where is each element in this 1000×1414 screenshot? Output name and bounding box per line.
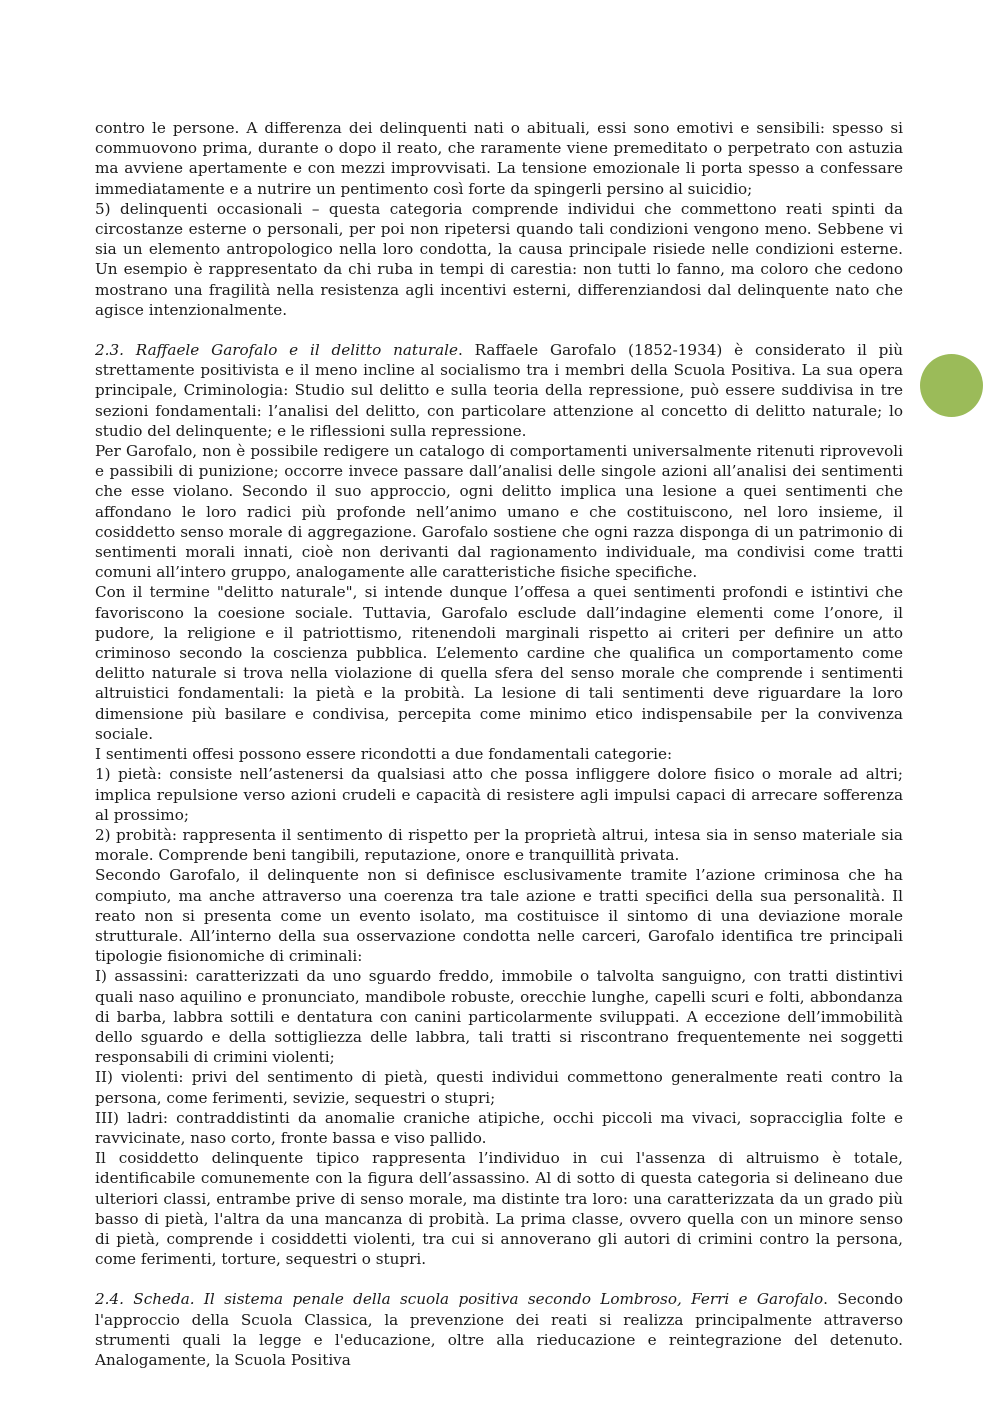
section-heading: 2.4. Scheda. Il sistema penale della scuola positiva secondo Lombroso, Ferri e Garofalo <box>95 1290 824 1309</box>
paragraph: contro le persone. A differenza dei delinquenti nati o abituali, essi sono emotivi e sensibili: spesso si commuovono prima, durante o dopo il reato, che raramente viene premeditato o perpetrato con astuzia ma avviene apertamente e con mezzi improvvisati. La tensione emozionale li porta spesso a confessare immediatamente e a nutrire un pentimento così forte da spingerli persino al suicidio; <box>95 119 903 198</box>
paragraph: 5) delinquenti occasionali – questa categoria comprende individui che commettono reati spinti da circostanze esterne o personali, per poi non ripetersi quando tali condizioni vengono meno. Sebbene vi sia un elemento antropologico nella loro condotta, la causa principale risiede nelle condizioni esterne. Un esempio è rappresentato da chi ruba in tempi di carestia: non tutti lo fanno, ma coloro che cedono mostrano una fragilità nella resistenza agli incentivi esterni, differenziandosi dal delinquente nato che agisce intenzionalmente. <box>95 199 903 319</box>
list-item: III) ladri: contraddistinti da anomalie craniche atipiche, occhi piccoli ma vivaci, sopracciglia folte e ravvicinate, naso corto, fronte bassa e viso pallido. <box>95 1108 903 1147</box>
list-item: 1) pietà: consiste nell’astenersi da qualsiasi atto che possa infliggere dolore fisico o morale ad altri; implica repulsione verso azioni crudeli e capacità di resistere agli impulsi capaci di arrecare sofferenza al prossimo; <box>95 765 903 824</box>
paragraph-text: . Secondo l'approccio della Scuola Classica, la prevenzione dei reati si realizza principalmente attraverso strumenti quali la legge e l'educazione, oltre alla rieducazione e reintegrazione del detenuto. Analogamente, la Scuola Positiva <box>95 1290 903 1369</box>
list-item: I) assassini: caratterizzati da uno sguardo freddo, immobile o talvolta sanguigno, con tratti distintivi quali naso aquilino e pronunciato, mandibole robuste, orecchie lunghe, capelli scuri e folti, abbondanza di barba, labbra sottili e dentatura con canini particolarmente sviluppati. A eccezione dell’immobilità dello sguardo e della sottigliezza delle labbra, tali tratti si riscontrano frequentemente nei soggetti responsabili di crimini violenti; <box>95 967 903 1067</box>
paragraph: Per Garofalo, non è possibile redigere un catalogo di comportamenti universalmente ritenuti riprovevoli e passibili di punizione; occorre invece passare dall’analisi delle singole azioni all’analisi dei sentimenti che esse violano. Secondo il suo approccio, ogni delitto implica una lesione a quei sentimenti che affondano le loro radici più profonde nell’animo umano e che costituiscono, nel loro insieme, il cosiddetto senso morale di aggregazione. Garofalo sostiene che ogni razza disponga di un patrimonio di sentimenti morali innati, cioè non derivanti dal ragionamento individuale, ma condivisi come tratti comuni all’intero gruppo, analogamente alle caratteristiche fisiche specifiche. <box>95 442 903 582</box>
paragraph: Con il termine "delitto naturale", si intende dunque l’offesa a quei sentimenti profondi e istintivi che favoriscono la coesione sociale. Tuttavia, Garofalo esclude dall’indagine elementi come l’onore, il pudore, la religione e il patriottismo, ritenendoli marginali rispetto ai criteri per definire un atto criminoso secondo la coscienza pubblica. L’elemento cardine che qualifica un comportamento come delitto naturale si trova nella violazione di quella sfera del senso morale che comprende i sentimenti altruistici fondamentali: la pietà e la probità. La lesione di tali sentimenti deve riguardare la loro dimensione più basilare e condivisa, percepita come minimo etico indispensabile per la convivenza sociale. <box>95 583 903 743</box>
paragraph-text: . Raffaele Garofalo (1852-1934) è considerato il più strettamente positivista e il meno incline al socialismo tra i membri della Scuola Positiva. La sua opera principale, Criminologia: Studio sul delitto e sulla teoria della repressione, può essere suddivisa in tre sezioni fondamentali: l’analisi del delitto, con particolare attenzione al concetto di delitto naturale; lo studio del delinquente; e le riflessioni sulla repressione. <box>95 341 903 440</box>
section-heading: 2.3. Raffaele Garofalo e il delitto naturale <box>95 341 458 360</box>
section-2-3-intro <box>95 340 903 441</box>
paragraph: Il cosiddetto delinquente tipico rappresenta l’individuo in cui l'assenza di altruismo è totale, identificabile comunemente con la figura dell’assassino. Al di sotto di questa categoria si delineano due ulteriori classi, entrambe prive di senso morale, ma distinte tra loro: una caratterizzata da un grado più basso di pietà, l'altra da una mancanza di probità. La prima classe, ovvero quella con un minore senso di pietà, comprende i cosiddetti violenti, tra cui si annoverano gli autori di crimini contro la persona, come ferimenti, torture, sequestri o stupri. <box>95 1149 903 1269</box>
paragraph: Secondo Garofalo, il delinquente non si definisce esclusivamente tramite l’azione criminosa che ha compiuto, ma anche attraverso una coerenza tra tale azione e tratti specifici della sua personalità. Il reato non si presenta come un evento isolato, ma costituisce il sintomo di una deviazione morale strutturale. All’interno della sua osservazione condotta nelle carceri, Garofalo identifica tre principali tipologie fisionomiche di criminali: <box>95 866 903 966</box>
list-item: 2) probità: rappresenta il sentimento di rispetto per la proprietà altrui, intesa sia in senso materiale sia morale. Comprende beni tangibili, reputazione, onore e tranquillità privata. <box>95 825 903 865</box>
paragraph: I sentimenti offesi possono essere ricondotti a due fondamentali categorie: <box>95 745 673 764</box>
document-body <box>95 118 903 1370</box>
section-2-4-intro <box>95 1289 903 1370</box>
green-circle-decoration <box>920 354 983 417</box>
list-item: II) violenti: privi del sentimento di pietà, questi individui commettono generalmente reati contro la persona, come ferimenti, sevizie, sequestri o stupri; <box>95 1068 903 1107</box>
